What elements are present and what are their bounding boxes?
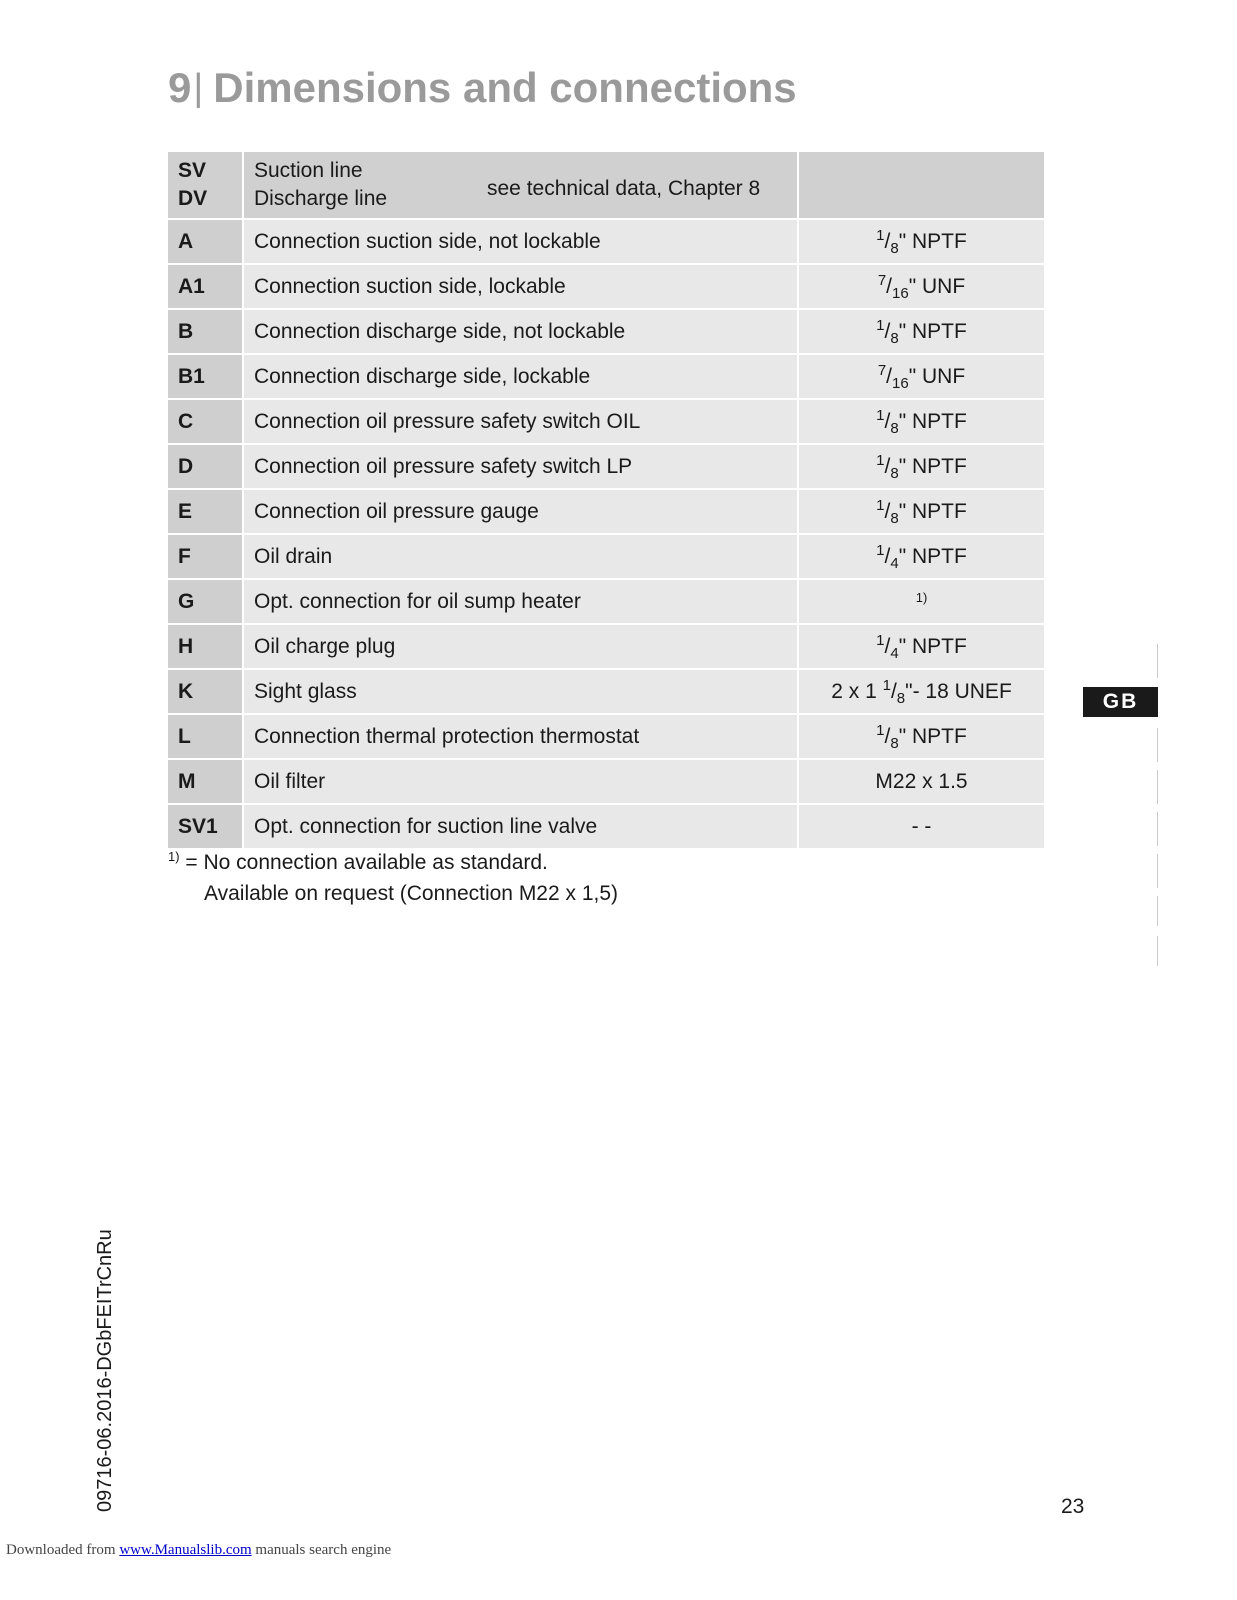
connection-spec [798,759,1045,804]
connection-description: Opt. connection for suction line valve [243,804,798,849]
header-spec [798,152,1045,219]
side-divider [1157,854,1158,888]
thread-size [876,406,967,437]
fraction-denominator: 4 [890,554,899,572]
fraction-slash: / [884,634,891,658]
thread-size [876,496,967,527]
fraction-numerator: 1 [876,541,885,559]
footnote-mark: 1) [168,849,180,864]
connection-code: G [168,579,243,624]
fraction-slash: / [886,364,893,388]
thread-size [831,676,1012,707]
connection-description: Sight glass [243,669,798,714]
fraction-denominator: 8 [890,464,899,482]
connection-code: H [168,624,243,669]
table-header-row [168,152,1045,219]
page-number: 23 [1061,1495,1085,1518]
connection-spec [798,804,1045,849]
thread-type: " NPTF [898,319,967,343]
chapter-number: 9 [168,64,192,111]
table-row [168,759,1045,804]
table-row [168,354,1045,399]
header-descriptions [243,152,798,219]
connection-code: B1 [168,354,243,399]
thread-size [876,316,967,347]
connection-spec [798,219,1045,264]
connections-table [168,152,1046,850]
connection-description: Connection suction side, lockable [243,264,798,309]
fraction-numerator: 1 [876,721,885,739]
table-row [168,804,1045,849]
connection-spec [798,354,1045,399]
fraction-numerator: 1 [882,676,891,694]
thread-type: " NPTF [898,634,967,658]
fraction-denominator: 8 [890,239,899,257]
connection-spec [798,309,1045,354]
thread-size [876,721,967,752]
connection-code: B [168,309,243,354]
header-codes [168,152,243,219]
table-row [168,669,1045,714]
language-tab-gb: GB [1083,687,1158,717]
connection-code: L [168,714,243,759]
fraction-slash: / [890,679,897,703]
thread-type: " NPTF [898,499,967,523]
thread-type: " NPTF [898,724,967,748]
connection-spec [798,444,1045,489]
thread-size [877,271,966,302]
chapter-title: Dimensions and connections [213,64,797,111]
connection-spec [798,489,1045,534]
connection-description: Connection discharge side, lockable [243,354,798,399]
connection-spec [798,714,1045,759]
code-sv: SV [178,159,207,182]
fraction-numerator: 1 [876,406,885,424]
footnote-line-1: = No connection available as standard. [179,851,548,874]
connection-code: E [168,489,243,534]
fraction-slash: / [884,319,891,343]
thread-type: "- 18 UNEF [905,679,1012,703]
table-row [168,714,1045,759]
table-row [168,624,1045,669]
side-divider [1157,812,1158,846]
table-row [168,444,1045,489]
connection-code: C [168,399,243,444]
table-row [168,489,1045,534]
table-row [168,309,1045,354]
connection-code: SV1 [168,804,243,849]
footnote-line-2: Available on request (Connection M22 x 1,5) [204,882,619,905]
fraction-slash: / [884,454,891,478]
connection-code: D [168,444,243,489]
table-row [168,399,1045,444]
chapter-separator: | [193,67,204,109]
code-dv: DV [178,187,208,210]
fraction-numerator: 7 [877,271,887,289]
desc-discharge-line: Discharge line [254,187,388,210]
side-divider [1157,644,1158,678]
fraction-denominator: 8 [890,329,899,347]
connection-spec [798,264,1045,309]
connection-code: A1 [168,264,243,309]
connection-description: Oil charge plug [243,624,798,669]
fraction-slash: / [884,229,891,253]
page-heading [168,64,797,112]
connection-description: Oil filter [243,759,798,804]
fraction-slash: / [886,274,893,298]
connection-description: Connection discharge side, not lockable [243,309,798,354]
thread-type: " NPTF [898,409,967,433]
thread-size [876,541,967,572]
fraction-numerator: 1 [876,226,885,244]
table-row [168,579,1045,624]
thread-type: " NPTF [898,544,967,568]
download-prefix: Downloaded from [6,1542,120,1558]
connection-spec [798,579,1045,624]
connection-spec [798,534,1045,579]
fraction-numerator: 7 [877,361,887,379]
fraction-denominator: 8 [890,419,899,437]
thread-type: " UNF [908,364,966,388]
side-divider [1157,770,1158,804]
connection-description: Connection suction side, not lockable [243,219,798,264]
side-divider [1157,896,1158,926]
fraction-slash: / [884,409,891,433]
fraction-denominator: 8 [896,689,906,707]
thread-type: " UNF [908,274,966,298]
side-divider [1157,936,1158,966]
connection-code: M [168,759,243,804]
technical-data-note: see technical data, Chapter 8 [487,177,761,200]
fraction-denominator: 8 [890,734,899,752]
fraction-slash: / [884,724,891,748]
connection-spec [798,669,1045,714]
fraction-denominator: 16 [892,284,909,302]
thread-size [876,451,967,482]
download-footer [6,1542,391,1559]
table-row [168,264,1045,309]
connection-description: Connection oil pressure safety switch OIL [243,399,798,444]
spec-text: M22 x 1.5 [875,769,968,793]
connection-description: Connection oil pressure gauge [243,489,798,534]
manualslib-link[interactable]: www.Manualslib.com [119,1542,252,1558]
fraction-numerator: 1 [876,496,885,514]
connection-code: K [168,669,243,714]
fraction-denominator: 4 [890,644,899,662]
footnote [168,848,618,908]
connection-description: Connection thermal protection thermostat [243,714,798,759]
connection-description: Connection oil pressure safety switch LP [243,444,798,489]
table-row [168,534,1045,579]
document-code: 09716-06.2016-DGbFEITrCnRu [94,1229,116,1512]
connection-code: F [168,534,243,579]
connection-spec [798,624,1045,669]
spec-prefix: 2 x 1 [831,679,883,703]
connection-description: Opt. connection for oil sump heater [243,579,798,624]
download-suffix: manuals search engine [251,1542,392,1558]
side-divider [1157,728,1158,762]
thread-size [876,631,967,662]
fraction-denominator: 8 [890,509,899,527]
thread-size [876,226,967,257]
thread-type: " NPTF [898,229,967,253]
fraction-slash: / [884,499,891,523]
thread-size [877,361,966,392]
spec-text: - - [911,814,932,838]
fraction-numerator: 1 [876,316,885,334]
connection-spec [798,399,1045,444]
fraction-slash: / [884,544,891,568]
footnote-reference: 1) [915,589,928,605]
fraction-numerator: 1 [876,631,885,649]
fraction-denominator: 16 [892,374,909,392]
connection-description: Oil drain [243,534,798,579]
desc-suction-line: Suction line [254,159,363,182]
thread-type: " NPTF [898,454,967,478]
fraction-numerator: 1 [876,451,885,469]
connection-code: A [168,219,243,264]
table-row [168,219,1045,264]
